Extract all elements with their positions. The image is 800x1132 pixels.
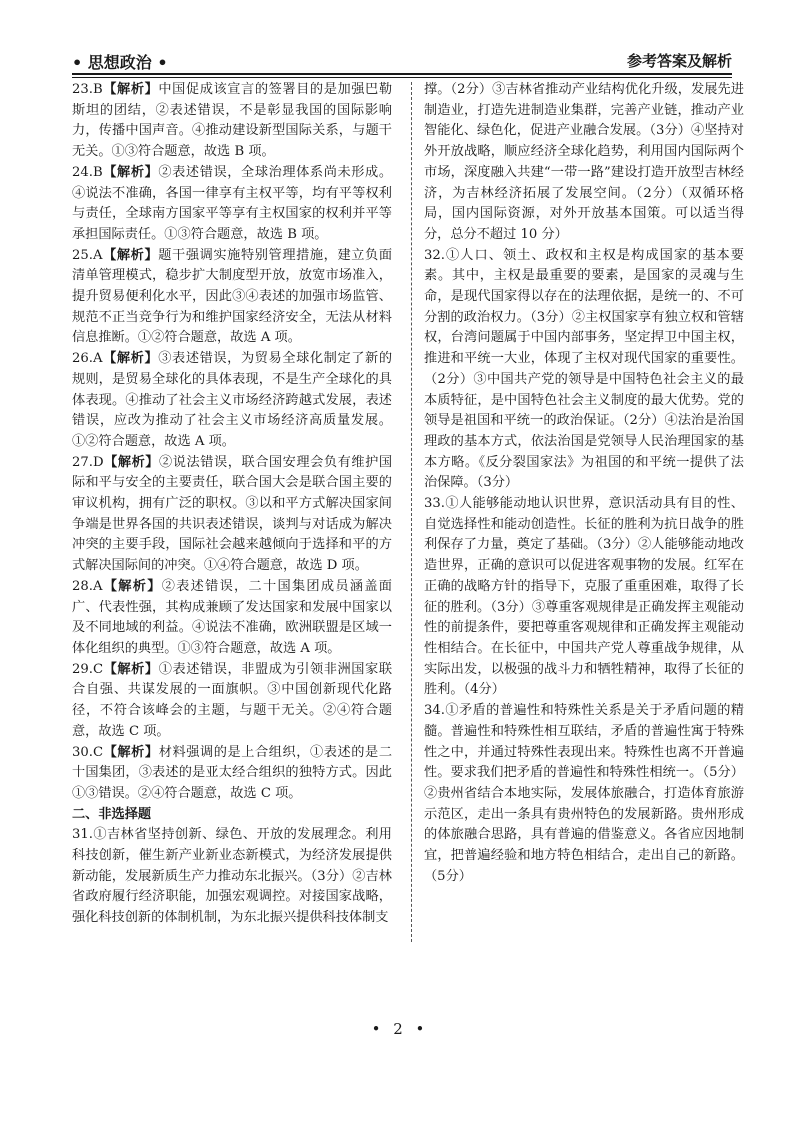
section-title: 二、非选择题	[72, 806, 152, 822]
column-divider	[411, 82, 412, 942]
answer-item-29	[72, 660, 392, 743]
analysis-tag: 【解析】	[102, 247, 159, 263]
answer-text: ①表述错误，非盟成为引领非洲国家联合自强、共谋发展的一面旗帜。③中国创新现代化路径，不符合该峰会的主题，与题干无关。②④符合题意，故选 C 项。	[72, 661, 393, 739]
answer-text: ③表述错误，为贸易全球化制定了新的规则，是贸易全球化的具体表现，不是生产全球化的具体表现。④推动了社会主义市场经济跨越式发展，表述错误，应改为推动了社会主义市场经济高质量发展。①②符合题意，故选 A 项。	[72, 351, 393, 449]
left-column	[72, 80, 392, 929]
page-number: • 2 •	[371, 1020, 429, 1038]
answer-number: 23.B	[72, 82, 103, 97]
header-rule-thin	[72, 77, 732, 78]
header-title: 参考答案及解析	[626, 52, 732, 70]
analysis-tag: 【解析】	[102, 578, 162, 594]
answer-item-32: 32.①人口、领土、政权和主权是构成国家的基本要素。其中，主权是最重要的要素，是国家的灵魂与生命，是现代国家得以存在的法理依据，是统一的、不可分割的政治权力。（3分）②主权国家享有独立权和管辖权，台湾问题属于中国内部事务，坚定捍卫中国主权，推进和平统一大业，体现了主权对现代国家的重要性。（2分）③中国共产党的领导是中国特色社会主义的最本质特征，是中国特色社会主义制度的最大优势。党的领导是祖国和平统一的政治保证。（2分）④法治是治国理政的基本方式，依法治国是党领导人民治理国家的基本方略。《反分裂国家法》为祖国的和平统一提供了法治保障。（3分）	[424, 247, 744, 491]
answer-item-34: 34.①矛盾的普遍性和特殊性关系是关于矛盾问题的精髓。普遍性和特殊性相互联结，矛盾的普遍性寓于特殊性之中，并通过特殊性表现出来。特殊性也离不开普遍性。要求我们把矛盾的普遍性和特殊性相统一。（5分）②贵州省结合本地实际，发展体旅融合，打造体育旅游示范区，走出一条具有贵州特色的发展新路。贵州形成的体旅融合思路，具有普遍的借鉴意义。各省应因地制宜，把普遍经验和地方特色相结合，走出自己的新路。（5分）	[424, 703, 744, 884]
answer-text: ②表述错误，全球治理体系尚未形成。④说法不准确，各国一律享有主权平等，均有平等权利与责任，全球南方国家平等享有主权国家的权利并平等承担国际责任。①③符合题意，故选 B 项。	[72, 164, 393, 242]
answer-item-23	[72, 80, 392, 163]
answer-item-33: 33.①人能够能动地认识世界，意识活动具有目的性、自觉选择性和能动创造性。长征的胜利为抗日战争的胜利保存了力量，奠定了基础。（3分）②人能够能动地改造世界，正确的意识可以促进客观事物的发展。红军在正确的战略方针的指导下，克服了重重困难，取得了长征的胜利。（3分）③尊重客观规律是正确发挥主观能动性的前提条件，要把尊重客观规律和正确发挥主观能动性相结合。在长征中，中国共产党人尊重战争规律，从实际出发，以极强的战斗力和牺牲精神，取得了长征的胜利。（4分）	[424, 496, 744, 698]
answer-item-27	[72, 453, 392, 577]
subject-label: • 思想政治 •	[72, 53, 168, 72]
answer-number: 29.C	[72, 661, 104, 677]
answer-number: 28.A	[72, 578, 103, 594]
analysis-tag: 【解析】	[102, 82, 159, 97]
answer-item-28	[72, 577, 392, 660]
answer-number: 30.C	[72, 744, 104, 760]
analysis-tag: 【解析】	[103, 454, 160, 470]
answer-item-31-continued: 撑。（2分）③吉林省推动产业结构优化升级，发展先进制造业，打造先进制造业集群，完善产业链，推动产业智能化、绿色化，促进产业融合发展。（3分）④坚持对外开放战略，顺应经济全球化趋势，利用国内国际两个市场，深度融入共建“一带一路”建设打造开放型吉林经济，为吉林经济拓展了发展空间。（2分）（双循环格局，国内国际资源，对外开放基本国策。可以适当得分，总分不超过 10 分）	[424, 82, 744, 242]
answer-text: ②说法错误，联合国安理会负有维护国际和平与安全的主要责任，联合国大会是联合国主要的审议机构，拥有广泛的职权。③以和平方式解决国家间争端是世界各国的共识表述错误，谈判与对话成为解决冲突的主要手段，国际社会越来越倾向于选择和平的方式解决国际间的冲突。①④符合题意，故选 D 项。	[72, 454, 393, 574]
analysis-tag: 【解析】	[103, 744, 159, 760]
analysis-tag: 【解析】	[102, 164, 159, 180]
page-header	[72, 48, 732, 72]
answer-number: 27.D	[72, 454, 104, 470]
answer-text: 中国促成该宣言的签署目的是加强巴勒斯坦的团结，②表述错误，不是彰显我国的国际影响力，传播中国声音。④推动建设新型国际关系，与题干无关。①③符合题意，故选 B 项。	[72, 82, 393, 160]
analysis-tag: 【解析】	[102, 351, 159, 367]
answer-number: 24.B	[72, 164, 103, 180]
answer-text: 材料强调的是上合组织，①表述的是二十国集团，③表述的是亚太经合组织的独特方式。因此①③错误。②④符合题意，故选 C 项。	[72, 744, 393, 801]
answer-text: ②表述错误，二十国集团成员涵盖面广、代表性强，其构成兼顾了发达国家和发展中国家以及不同地域的利益。④说法不准确，欧洲联盟是区域一体化组织的典型。①③符合题意，故选 A 项。	[72, 578, 392, 656]
answer-number: 25.A	[72, 247, 103, 263]
answer-item-30	[72, 743, 392, 805]
analysis-tag: 【解析】	[103, 661, 159, 677]
answer-text: 题干强调实施特别管理措施，建立负面清单管理模式，稳步扩大制度型开放，放宽市场准入，提升贸易便利化水平，因此③④表述的加强市场监管、规范不正当竞争行为和维护国家经济安全，无法从材料信息推断。①②符合题意，故选 A 项。	[72, 247, 393, 346]
answer-item-26	[72, 349, 392, 453]
answer-item-31: 31.①吉林省坚持创新、绿色、开放的发展理念。利用科技创新，催生新产业新业态新模式，为经济发展提供新动能，发展新质生产力推动东北振兴。（3分）②吉林省政府履行经济职能，加强宏观调控。对接国家战略，强化科技创新的体制机制，为东北振兴提供科技体制支	[72, 827, 392, 926]
answer-item-25	[72, 246, 392, 350]
answer-item-24	[72, 163, 392, 246]
right-column	[424, 80, 744, 887]
header-rule-thick	[72, 73, 732, 75]
answer-number: 26.A	[72, 351, 103, 367]
